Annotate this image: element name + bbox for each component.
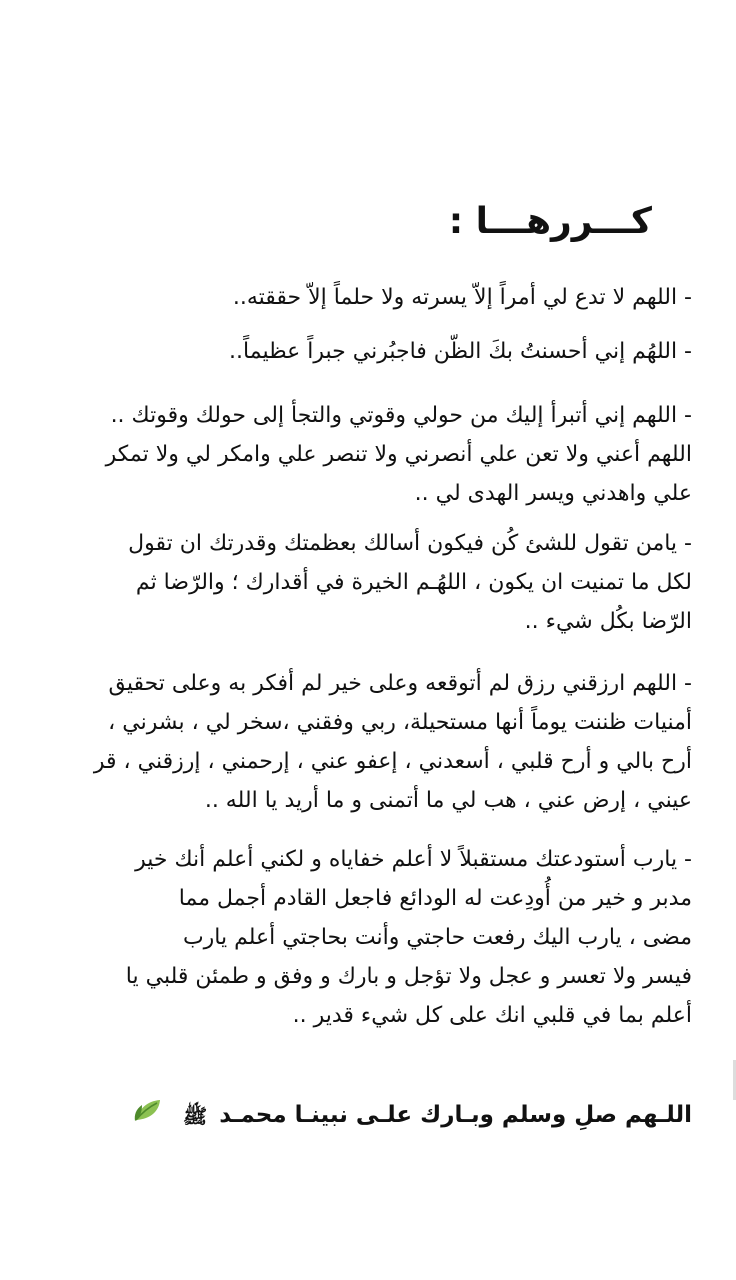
- prophet-seal-glyph: ﷺ: [183, 1103, 208, 1128]
- paragraph-line: - يارب أستودعتك مستقبلاً لا أعلم خفاياه و لكني أعلم أنك خير: [135, 847, 692, 872]
- paragraph-line: عيني ، إرض عني ، هب لي ما أتمنى و ما أريد يا الله ..: [204, 788, 692, 813]
- dua-paragraph-4: [40, 840, 692, 1035]
- dua-paragraph-1: [40, 396, 692, 513]
- paragraph-line: علي واهدني ويسر الهدى لي ..: [414, 481, 692, 506]
- page-title: كـــررهـــا :: [448, 201, 652, 242]
- dua-paragraph-2: [40, 524, 692, 641]
- dua-line-1: - اللهم لا تدع لي أمراً إلاّ يسرته ولا حلماً إلاّ حققته..: [232, 285, 692, 310]
- paragraph-line: لكل ما تمنيت ان يكون ، اللهُـم الخيرة في أقدارك ؛ والرّضا ثم: [135, 570, 692, 595]
- paragraph-line: - يامن تقول للشئ كُن فيكون أسالك بعظمتك وقدرتك ان تقول: [128, 531, 692, 556]
- paragraph-line: أعلم بما في قلبي انك على كل شيء قدير ..: [292, 1003, 692, 1028]
- dua-paragraph-3: [40, 664, 692, 820]
- leaf-icon: [133, 1096, 163, 1136]
- paragraph-line: - اللهم إني أتبرأ إليك من حولي وقوتي والتجأ إلى حولك وقوتك ..: [110, 403, 692, 428]
- paragraph-line: - اللهم ارزقني رزق لم أتوقعه وعلى خير لم أفكر به وعلى تحقيق: [108, 671, 692, 696]
- paragraph-line: مضى ، يارب اليك رفعت حاجتي وأنت بحاجتي أعلم يارب: [182, 925, 692, 950]
- paragraph-line: فيسر ولا تعسر و عجل ولا تؤجل و بارك و وفق و طمئن قلبي يا: [125, 964, 692, 989]
- paragraph-line: أرح بالي و أرح قلبي ، أسعدني ، إعفو عني ، إرحمني ، إرزقني ، قر: [93, 749, 692, 774]
- paragraph-line: الرّضا بكُل شيء ..: [524, 609, 692, 634]
- paragraph-line: مدبر و خير من أُودِعت له الودائع فاجعل القادم أجمل مما: [178, 886, 692, 911]
- dua-line-2: - اللهُم إني أحسنتُ بكَ الظّن فاجبُرني جبراً عظيماً..: [229, 339, 692, 364]
- closing-salawat: [40, 1095, 692, 1136]
- paragraph-line: أمنيات ظننت يوماً أنها مستحيلة، ربي وفقني ،سخر لي ، بشرني ،: [108, 710, 692, 735]
- paragraph-line: اللهم أعني ولا تعن علي أنصرني ولا تنصر علي وامكر لي ولا تمكر: [105, 442, 692, 467]
- closing-text: اللـهم صلِ وسلم وبـارك علـى نبينـا محمـد: [219, 1102, 692, 1128]
